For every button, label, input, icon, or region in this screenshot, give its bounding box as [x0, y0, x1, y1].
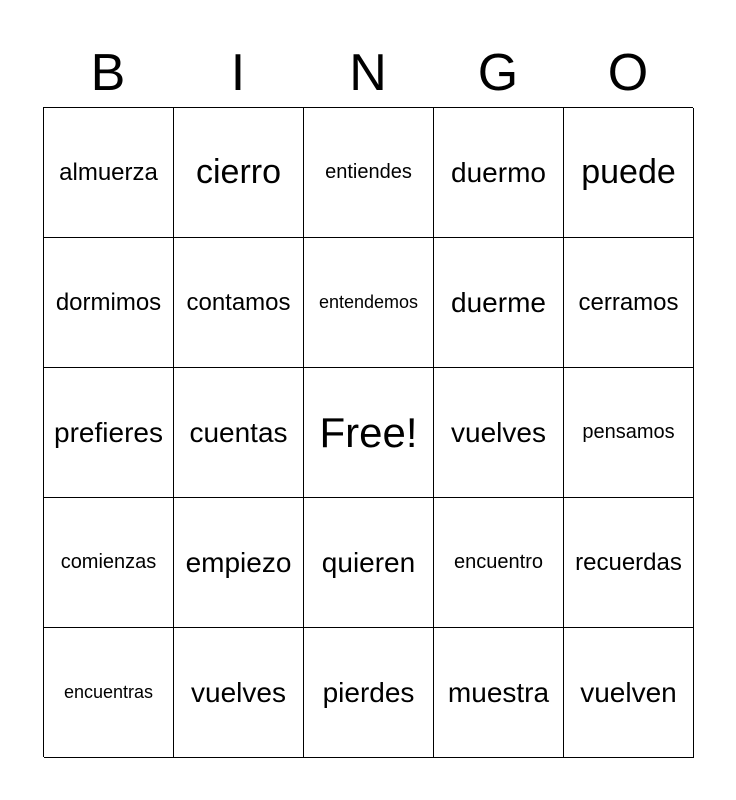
bingo-cell[interactable]: cerramos: [564, 238, 694, 368]
bingo-cell[interactable]: puede: [564, 108, 694, 238]
bingo-cell[interactable]: vuelven: [564, 628, 694, 758]
bingo-cell[interactable]: dormimos: [44, 238, 174, 368]
bingo-cell[interactable]: vuelves: [174, 628, 304, 758]
bingo-cell[interactable]: pensamos: [564, 368, 694, 498]
bingo-cell[interactable]: prefieres: [44, 368, 174, 498]
header-letter-o: O: [607, 44, 649, 102]
bingo-header: [43, 40, 693, 106]
header-letter-b: B: [90, 44, 126, 102]
free-space-cell[interactable]: Free!: [304, 368, 434, 498]
bingo-cell[interactable]: pierdes: [304, 628, 434, 758]
bingo-cell[interactable]: cierro: [174, 108, 304, 238]
header-letter-g: G: [477, 44, 519, 102]
bingo-cell[interactable]: almuerza: [44, 108, 174, 238]
bingo-cell[interactable]: recuerdas: [564, 498, 694, 628]
header-letter-i: I: [230, 44, 246, 102]
bingo-cell[interactable]: muestra: [434, 628, 564, 758]
bingo-cell[interactable]: duerme: [434, 238, 564, 368]
bingo-cell[interactable]: duermo: [434, 108, 564, 238]
bingo-cell[interactable]: comienzas: [44, 498, 174, 628]
bingo-board: [43, 107, 693, 757]
bingo-cell[interactable]: encuentras: [44, 628, 174, 758]
bingo-cell[interactable]: entendemos: [304, 238, 434, 368]
bingo-cell[interactable]: vuelves: [434, 368, 564, 498]
bingo-cell[interactable]: encuentro: [434, 498, 564, 628]
bingo-cell[interactable]: quieren: [304, 498, 434, 628]
bingo-cell[interactable]: contamos: [174, 238, 304, 368]
bingo-cell[interactable]: entiendes: [304, 108, 434, 238]
header-letter-n: N: [349, 44, 387, 102]
bingo-cell[interactable]: cuentas: [174, 368, 304, 498]
bingo-cell[interactable]: empiezo: [174, 498, 304, 628]
